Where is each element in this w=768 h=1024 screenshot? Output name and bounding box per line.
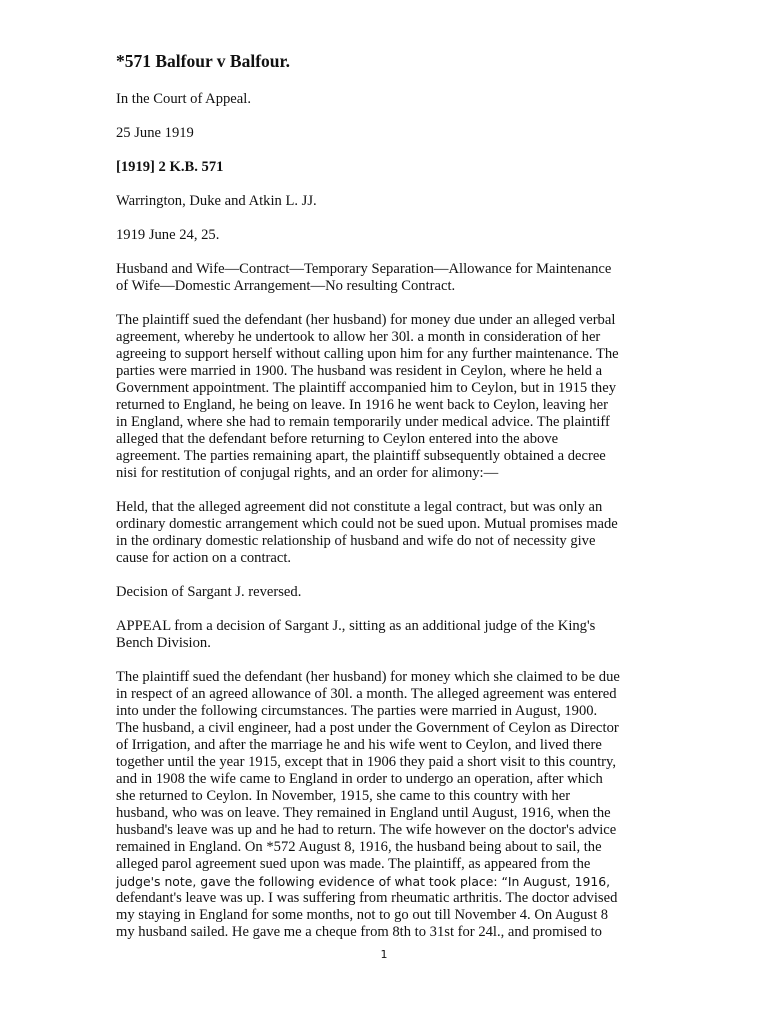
document-page xyxy=(116,50,656,958)
law-report-citation: [1919] 2 K.B. 571 xyxy=(116,159,224,175)
narrative-line: into under the following circumstances. The parties were married in August, 1900. xyxy=(116,703,598,719)
facts-line: nisi for restitution of conjugal rights, and an order for alimony:— xyxy=(116,465,499,481)
narrative-line: together until the year 1915, except that in 1906 they paid a short visit to this country, xyxy=(116,754,616,770)
judges-list: Warrington, Duke and Atkin L. JJ. xyxy=(116,193,317,209)
held-line: in the ordinary domestic relationship of husband and wife do not of necessity give xyxy=(116,533,596,549)
held-paragraph xyxy=(116,499,656,567)
facts-line: parties were married in 1900. The husband was resident in Ceylon, where he held a xyxy=(116,363,603,379)
hearing-dates: 1919 June 24, 25. xyxy=(116,227,220,243)
narrative-line: of Irrigation, and after the marriage he and his wife went to Ceylon, and lived there xyxy=(116,737,602,753)
narrative-line: my husband sailed. He gave me a cheque from 8th to 31st for 24l., and promised to xyxy=(116,924,602,940)
case-title: *571 Balfour v Balfour. xyxy=(116,51,291,71)
narrative-line: remained in England. On *572 August 8, 1916, the husband being about to sail, the xyxy=(116,839,602,855)
held-line: ordinary domestic arrangement which could not be sued upon. Mutual promises made xyxy=(116,516,618,532)
narrative-line: husband, who was on leave. They remained in England until August, 1916, when the xyxy=(116,805,611,821)
facts-line: alleged that the defendant before returning to Ceylon entered into the above xyxy=(116,431,559,447)
facts-line: agreement, whereby he undertook to allow her 30l. a month in consideration of her xyxy=(116,329,601,345)
narrative-line: in respect of an agreed allowance of 30l. a month. The alleged agreement was entered xyxy=(116,686,617,702)
held-line: cause for action on a contract. xyxy=(116,550,292,566)
facts-line: in England, where she had to remain temporarily under medical advice. The plaintiff xyxy=(116,414,610,430)
page-number: 1 xyxy=(380,948,388,961)
catchwords-line: of Wife—Domestic Arrangement—No resulting Contract. xyxy=(116,278,456,294)
narrative-line: my staying in England for some months, not to go out till November 4. On August 8 xyxy=(116,907,609,923)
narrative-line: husband's leave was up and he had to return. The wife however on the doctor's advice xyxy=(116,822,617,838)
facts-line: The plaintiff sued the defendant (her husband) for money due under an alleged verbal xyxy=(116,312,616,328)
facts-line: agreeing to support herself without calling upon him for any further maintenance. The xyxy=(116,346,619,362)
catchwords-paragraph xyxy=(116,261,656,295)
narrative-line: The husband, a civil engineer, had a post under the Government of Ceylon as Director xyxy=(116,720,619,736)
decision-outcome: Decision of Sargant J. reversed. xyxy=(116,584,302,600)
narrative-line: alleged parol agreement sued upon was made. The plaintiff, as appeared from the xyxy=(116,856,591,872)
facts-paragraph xyxy=(116,312,656,482)
appeal-line: APPEAL from a decision of Sargant J., sitting as an additional judge of the King's xyxy=(116,618,596,634)
narrative-line: and in 1908 the wife came to England in order to undergo an operation, after which xyxy=(116,771,603,787)
catchwords-line: Husband and Wife—Contract—Temporary Separation—Allowance for Maintenance xyxy=(116,261,612,277)
narrative-line-alt-font: judge's note, gave the following evidence of what took place: “In August, 1916, xyxy=(116,874,611,889)
narrative-line: she returned to Ceylon. In November, 1915, she came to this country with her xyxy=(116,788,571,804)
appeal-line: Bench Division. xyxy=(116,635,211,651)
narrative-line: defendant's leave was up. I was suffering from rheumatic arthritis. The doctor advised xyxy=(116,890,618,906)
judgment-date: 25 June 1919 xyxy=(116,125,194,141)
facts-line: agreement. The parties remaining apart, the plaintiff subsequently obtained a decree xyxy=(116,448,606,464)
narrative-paragraph xyxy=(116,669,656,941)
facts-line: Government appointment. The plaintiff accompanied him to Ceylon, but in 1915 they xyxy=(116,380,617,396)
narrative-line: The plaintiff sued the defendant (her husband) for money which she claimed to be due xyxy=(116,669,620,685)
facts-line: returned to England, he being on leave. In 1916 he went back to Ceylon, leaving her xyxy=(116,397,608,413)
appeal-paragraph xyxy=(116,618,656,652)
held-line: Held, that the alleged agreement did not constitute a legal contract, but was only an xyxy=(116,499,603,515)
court-name: In the Court of Appeal. xyxy=(116,91,251,107)
